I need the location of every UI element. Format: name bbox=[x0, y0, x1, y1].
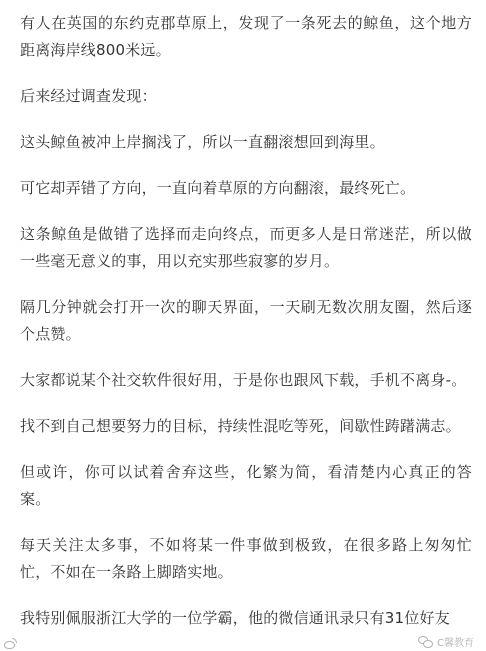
paragraph-9: 但或许，你可以试着舍弃这些，化繁为简，看清楚内心真正的答案。 bbox=[20, 463, 472, 508]
paragraph-2: 后来经过调查发现： bbox=[20, 87, 157, 105]
paragraph-6: 隔几分钟就会打开一次的聊天界面，一天刷无数次朋友圈，然后逐个点赞。 bbox=[20, 298, 472, 343]
weibo-icon bbox=[4, 638, 17, 649]
watermark-text: C馨教育 bbox=[437, 638, 474, 649]
article-body bbox=[20, 10, 472, 651]
paragraph-4: 可它却弄错了方向，一直向着草原的方向翻滚，最终死亡。 bbox=[20, 179, 416, 197]
paragraph-5: 这条鲸鱼是做错了选择而走向终点，而更多人是日常迷茫，所以做一些毫无意义的事，用以充实那些寂寥的岁月。 bbox=[20, 225, 472, 270]
weibo-watermark bbox=[4, 638, 17, 649]
paragraph-3: 这头鲸鱼被冲上岸搁浅了，所以一直翻滚想回到海里。 bbox=[20, 133, 385, 151]
paragraph-10: 每天关注太多事，不如将某一件事做到极致，在很多路上匆匆忙忙，不如在一条路上脚踏实地。 bbox=[20, 536, 472, 581]
paragraph-7: 大家都说某个社交软件很好用，于是你也跟风下载，手机不离身-。 bbox=[20, 371, 467, 389]
paragraph-11: 我特别佩服浙江大学的一位学霸，他的微信通讯录只有31位好友 bbox=[20, 609, 450, 627]
paragraph-8: 找不到自己想要努力的目标，持续性混吃等死，间歇性踌躇满志。 bbox=[20, 417, 461, 435]
paragraph-1: 有人在英国的东约克郡草原上，发现了一条死去的鲸鱼，这个地方距离海岸线800米远。 bbox=[20, 14, 472, 59]
